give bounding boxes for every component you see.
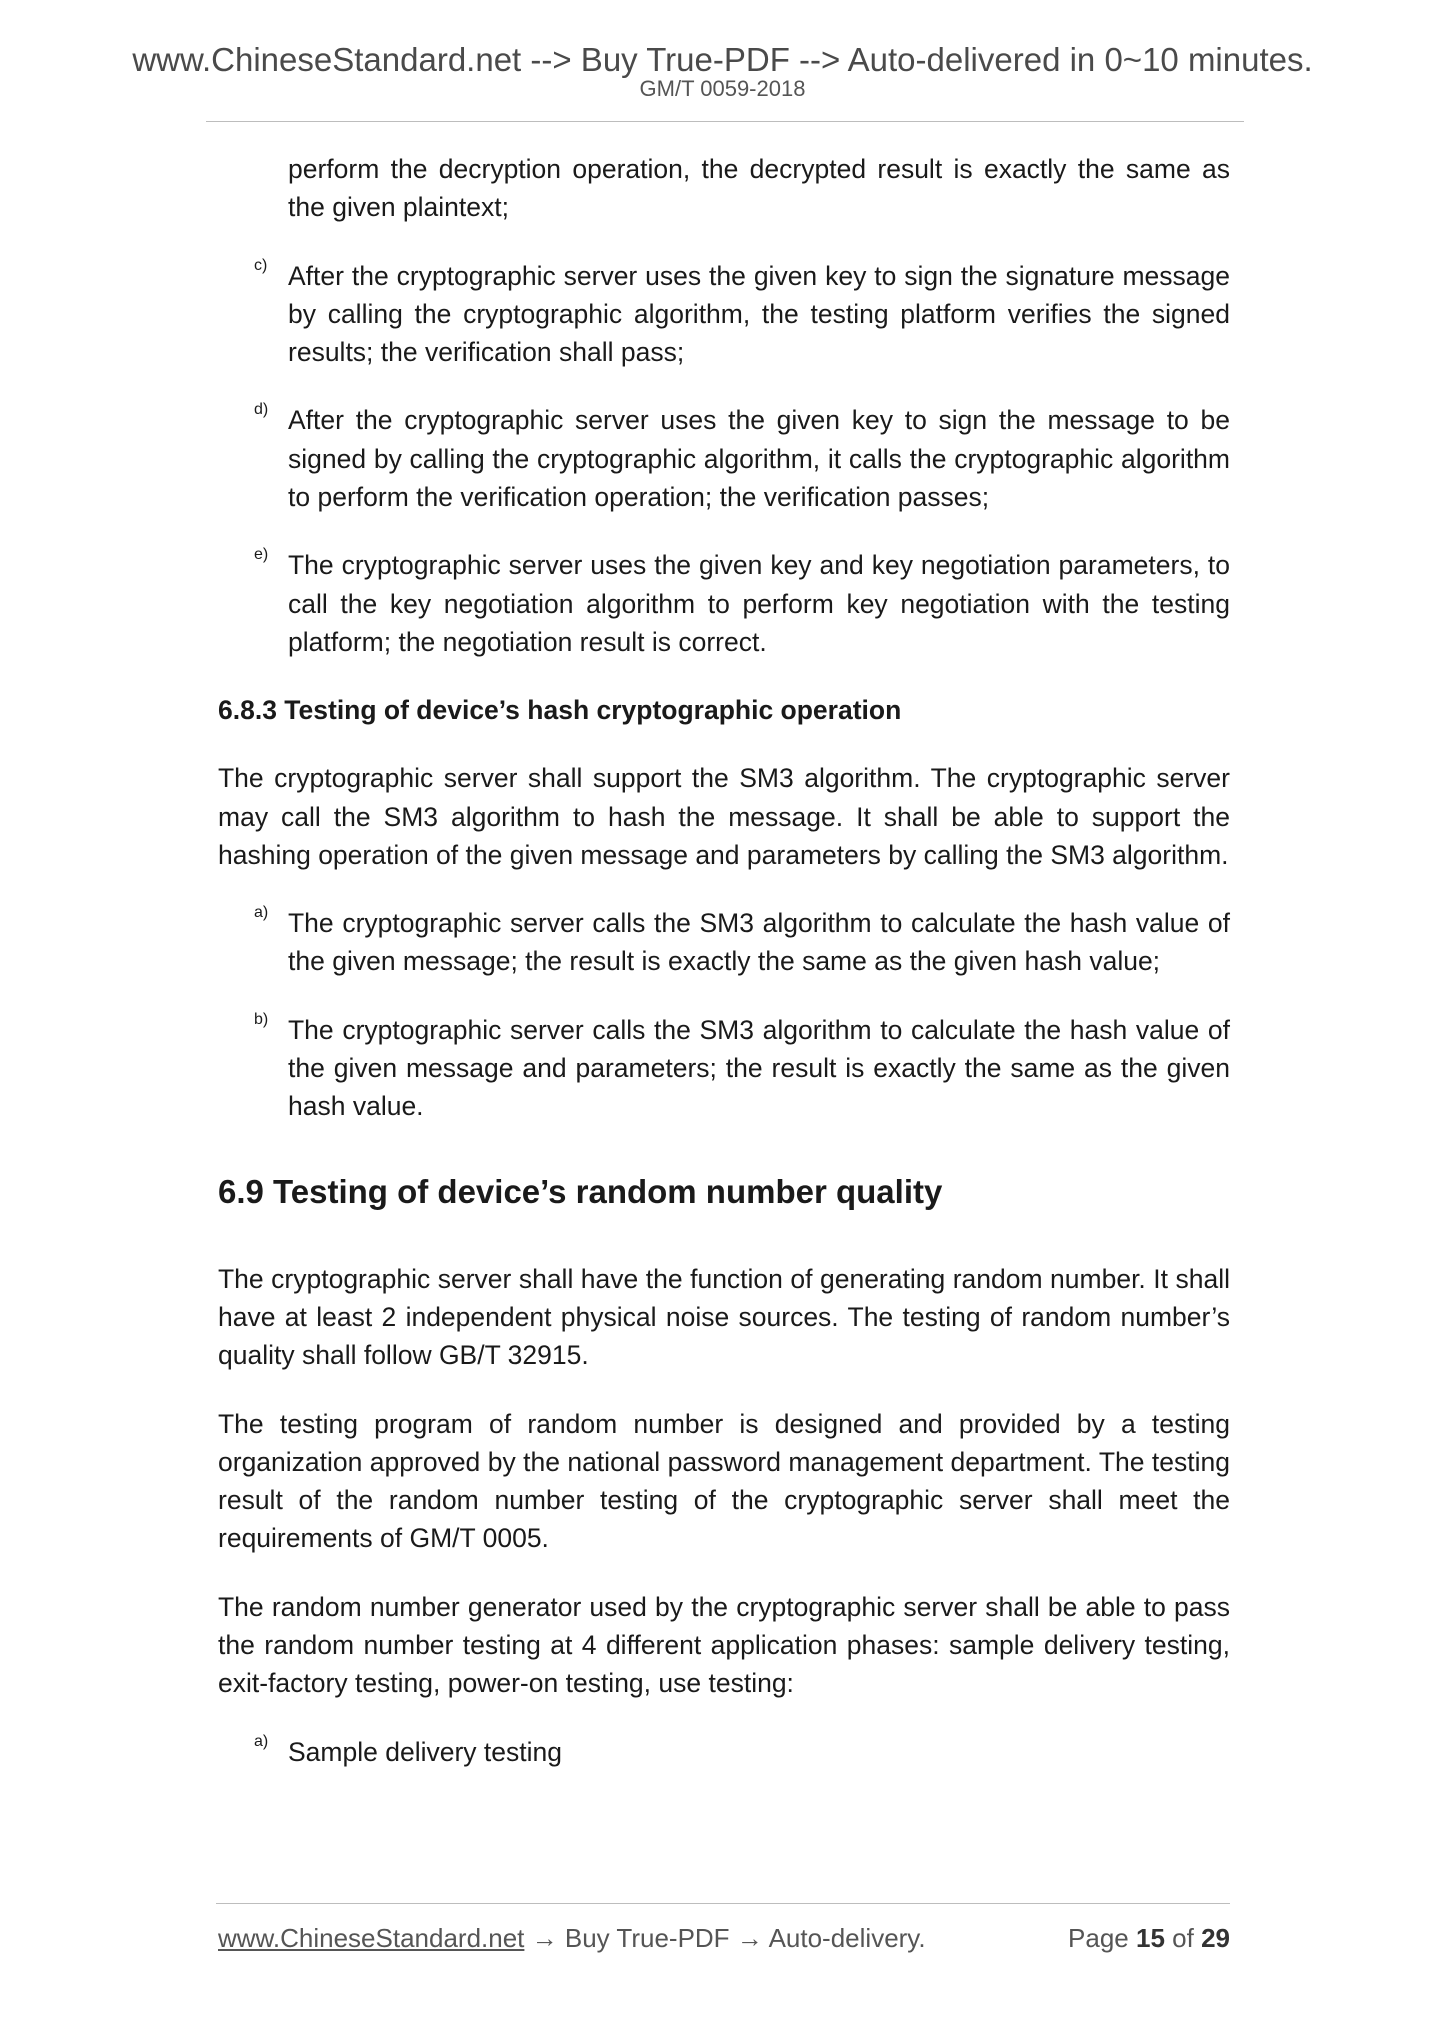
list-item-text: The cryptographic server calls the SM3 algorithm to calculate the hash value of the given message and parameters; the result is exactly the same as the given hash value. — [288, 1014, 1230, 1122]
page-label: Page — [1068, 1923, 1129, 1953]
list-marker: c) — [254, 256, 268, 274]
standard-code: GM/T 0059-2018 — [639, 76, 806, 101]
list-item-a — [218, 904, 1230, 981]
section-69-paragraph-1: The cryptographic server shall have the function of generating random number. It shall have at least 2 independent physical noise sources. The testing of random number’s quality shall follow GB/T 32915. — [218, 1263, 1230, 1371]
list-marker: a) — [254, 904, 269, 922]
list-item-text: After the cryptographic server uses the given key to sign the message to be signed by calling the cryptographic algorithm, it calls the cryptographic algorithm to perform the verification operation; the verification passes; — [288, 405, 1230, 513]
list-marker: b) — [254, 1010, 269, 1028]
list-item-sample-delivery — [218, 1733, 1230, 1771]
list-item-text: Sample delivery testing — [288, 1736, 562, 1767]
list-item-text: The cryptographic server uses the given key and key negotiation parameters, to call the key negotiation algorithm to perform key negotiation with the testing platform; the negotiation result is correct. — [288, 550, 1230, 657]
top-banner: www.ChineseStandard.net --> Buy True-PDF --> Auto-delivered in 0~10 minutes. — [132, 41, 1313, 78]
list-item-e — [218, 546, 1230, 661]
section-683-paragraph: The cryptographic server shall support the SM3 algorithm. The cryptographic server may call the SM3 algorithm to hash the message. It shall be able to support the hashing operation of the given message and parameters by calling the SM3 algorithm. — [218, 763, 1230, 870]
section-69-paragraph-2: The testing program of random number is designed and provided by a testing organization approved by the national password management department. The testing result of the random number testing of the cryptographic server shall meet the requirements of GM/T 0005. — [218, 1408, 1230, 1554]
list-marker: d) — [254, 401, 269, 419]
section-69-heading: 6.9 Testing of device’s random number quality — [218, 1172, 943, 1210]
footer-divider — [216, 1903, 1230, 1904]
list-item-continuation — [218, 150, 1230, 227]
page-indicator — [1068, 1921, 1230, 1955]
page-current: 15 — [1136, 1923, 1165, 1953]
page-total: 29 — [1201, 1923, 1230, 1953]
section-69-paragraph-3: The random number generator used by the cryptographic server shall be able to pass the random number testing at 4 different application phases: sample delivery testing, exit-factory testing, power-on testing, use testing: — [218, 1591, 1230, 1699]
list-item-text: After the cryptographic server uses the given key to sign the signature message by calling the cryptographic algorithm, the testing platform verifies the signed results; the verification shall pass; — [288, 260, 1230, 368]
list-item-b — [218, 1011, 1230, 1126]
list-item-d — [218, 401, 1230, 516]
section-683-heading: 6.8.3 Testing of device’s hash cryptographic operation — [218, 695, 902, 726]
page-footer — [218, 1921, 1230, 1955]
list-marker: e) — [254, 546, 269, 564]
list-marker: a) — [254, 1732, 269, 1750]
continuation-text: perform the decryption operation, the decrypted result is exactly the same as the given plaintext; — [288, 154, 1230, 223]
footer-tagline: → Buy True-PDF → Auto-delivery. — [524, 1923, 926, 1953]
page-content — [218, 150, 1230, 1771]
list-item-text: The cryptographic server calls the SM3 algorithm to calculate the hash value of the given message; the result is exactly the same as the given hash value; — [288, 908, 1230, 977]
header-divider — [206, 121, 1244, 122]
list-item-c — [218, 257, 1230, 372]
footer-site-link[interactable]: www.ChineseStandard.net — [218, 1923, 525, 1953]
page-of-label: of — [1172, 1923, 1194, 1953]
